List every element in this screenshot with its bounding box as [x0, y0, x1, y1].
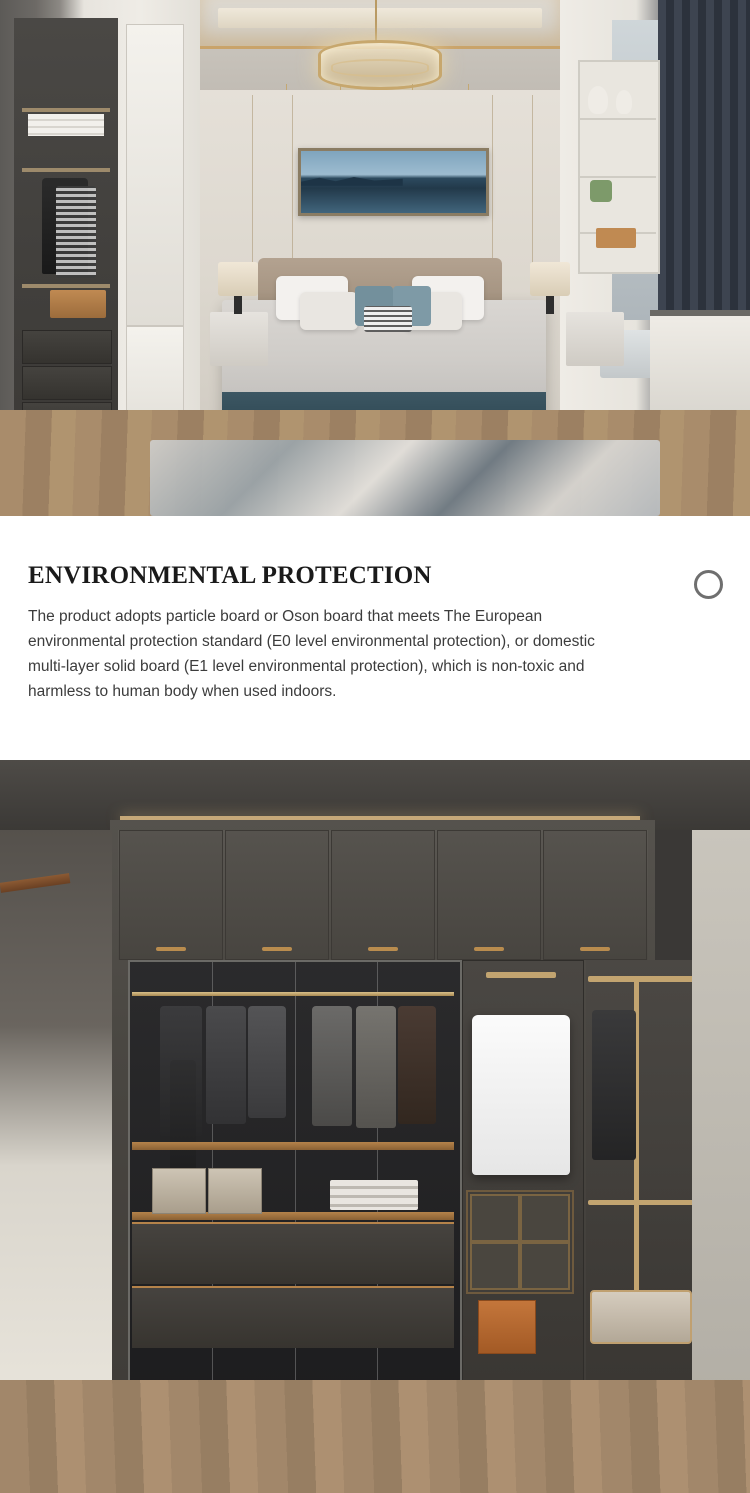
hanging-shirt	[312, 1006, 352, 1126]
storage-box	[152, 1168, 206, 1214]
shelf-line	[578, 176, 656, 178]
cubby-cell	[520, 1194, 570, 1242]
hanging-coat	[170, 1060, 196, 1180]
cushion	[364, 306, 412, 332]
cabinet-door	[225, 830, 329, 960]
hanging-rail	[588, 1200, 694, 1205]
cabinet-door	[119, 830, 223, 960]
wardrobe-shelf	[22, 284, 110, 288]
cubby-cell	[470, 1194, 520, 1242]
hanging-coat	[592, 1010, 636, 1160]
decorative-vase	[616, 90, 632, 114]
wardrobe-shelf	[22, 168, 110, 172]
folded-clothes	[330, 1180, 418, 1210]
hanging-suit	[206, 1006, 246, 1124]
hanging-rail	[132, 992, 454, 996]
hanging-rail	[588, 976, 694, 982]
nightstand	[210, 312, 268, 366]
wardrobe-door	[126, 24, 184, 326]
potted-plant	[590, 180, 612, 202]
wardrobe-shelf	[22, 108, 110, 112]
upper-cabinets	[118, 830, 648, 960]
left-wardrobe	[0, 0, 200, 470]
cabinet-handle	[156, 947, 186, 951]
glass-panel-right	[692, 830, 750, 1390]
wire-basket	[590, 1290, 692, 1344]
lamp-base	[546, 296, 554, 314]
shelf-band	[132, 1142, 454, 1150]
cabinet-handle	[474, 947, 504, 951]
drawer	[22, 366, 112, 400]
hanging-jacket	[398, 1006, 436, 1124]
framed-artwork	[298, 148, 489, 216]
cabinet-door	[543, 830, 647, 960]
environmental-protection-section	[0, 516, 750, 760]
storage-box	[50, 290, 106, 318]
hanging-shirt	[56, 186, 96, 278]
lamp-base	[234, 296, 242, 314]
pull-down-rail	[486, 972, 556, 978]
wood-floor	[0, 1380, 750, 1493]
section-description: The product adopts particle board or Oson board that meets The European environmental protection standard (E0 level environmental protection), or domestic multi-layer solid board (E1 level environmental protection), which is non-toxic and harmless to human body when used indoors.	[28, 608, 595, 701]
storage-box	[596, 228, 636, 248]
drawer	[22, 330, 112, 364]
cubby-cell	[470, 1242, 520, 1290]
storage-box	[478, 1300, 536, 1354]
hanging-shirt	[356, 1006, 396, 1128]
nightstand	[566, 312, 624, 366]
cabinet-handle	[580, 947, 610, 951]
folded-clothes	[28, 114, 104, 136]
wall-panel-line	[292, 95, 293, 275]
shelf-line	[578, 118, 656, 120]
chandelier-icon	[318, 40, 442, 90]
hanging-suit	[248, 1006, 286, 1118]
chandelier-rod	[375, 0, 377, 42]
cabinet-handle	[368, 947, 398, 951]
cubby-shelving	[466, 1190, 574, 1294]
decorative-vase	[588, 86, 608, 114]
sideboard	[650, 310, 750, 416]
mirror-door-left	[0, 830, 112, 1390]
table-lamp	[530, 262, 570, 296]
circle-outline-icon	[694, 570, 723, 599]
pillow	[300, 292, 358, 330]
cabinet-handle	[262, 947, 292, 951]
cabinet-door	[437, 830, 541, 960]
wall-panel-line	[532, 95, 533, 275]
cabinet-door	[331, 830, 435, 960]
drawer-row	[132, 1286, 454, 1348]
area-rug	[150, 440, 660, 516]
wall-panel-line	[492, 95, 493, 275]
drawer-row	[132, 1222, 454, 1284]
white-shirt	[472, 1015, 570, 1175]
bedroom-photo	[0, 0, 750, 516]
wall-panel-line	[252, 95, 253, 275]
cubby-cell	[520, 1242, 570, 1290]
table-lamp	[218, 262, 258, 296]
walk-in-wardrobe-photo	[0, 760, 750, 1493]
page-title: ENVIRONMENTAL PROTECTION	[28, 562, 432, 589]
storage-box	[208, 1168, 262, 1214]
